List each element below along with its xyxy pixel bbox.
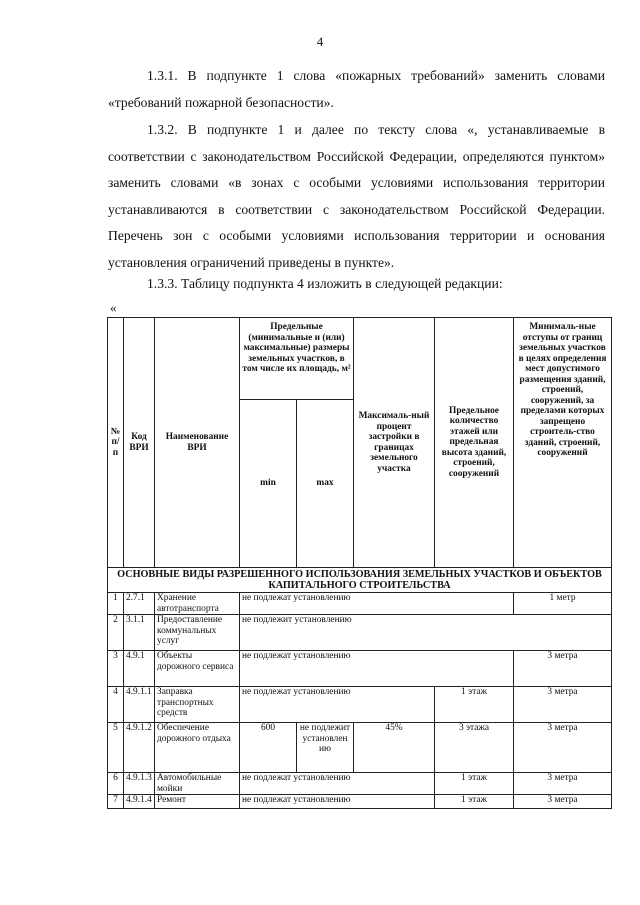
row-code: 4.9.1 [124, 651, 155, 687]
row-setback: 3 метра [514, 723, 612, 773]
page-number: 4 [316, 34, 324, 49]
row-num: 4 [108, 687, 124, 723]
header-sizes-text: Предельные (минимальные и (или) максимальные) размеры земельных участков, в том числе их площадь, м² [242, 322, 351, 374]
row-num: 6 [108, 773, 124, 795]
row-floors: 3 этажа [435, 723, 514, 773]
row-code: 4.9.1.4 [124, 795, 155, 809]
row-code: 3.1.1 [124, 615, 155, 651]
row-name: Обеспечение дорожного отдыха [155, 723, 240, 773]
row-floors: 1 этаж [435, 687, 514, 723]
header-max: max [297, 400, 354, 568]
row-name: Предоставление коммунальных услуг [155, 615, 240, 651]
row-sizes: не подлежит установлению [240, 615, 612, 651]
row-sizes: не подлежат установлению [240, 651, 514, 687]
regulations-table [107, 317, 612, 809]
row-num: 7 [108, 795, 124, 809]
row-sizes: не подлежат установлению [240, 795, 435, 809]
table-row [108, 795, 612, 809]
row-code: 4.9.1.2 [124, 723, 155, 773]
row-percent: 45% [354, 723, 435, 773]
table-row [108, 723, 612, 773]
row-num: 5 [108, 723, 124, 773]
row-name: Хранение автотранспорта [155, 593, 240, 615]
header-setback: Минималь-ные отступы от границ земельных участков в целях определения мест допустимого размещения зданий, строений, сооружений, за пределами которых запрещено строитель-ство зданий, строений, сооружений [514, 318, 612, 568]
table-row [108, 687, 612, 723]
row-setback: 3 метра [514, 773, 612, 795]
row-setback: 3 метра [514, 687, 612, 723]
header-num: № п/ п [108, 318, 124, 568]
row-sizes: не подлежат установлению [240, 773, 435, 795]
table-row [108, 651, 612, 687]
row-num: 3 [108, 651, 124, 687]
row-floors: 1 этаж [435, 795, 514, 809]
paragraph-1-3-1: 1.3.1. В подпункте 1 слова «пожарных требований» заменить словами «требований пожарной безопасности». [108, 68, 605, 110]
row-floors: 1 этаж [435, 773, 514, 795]
row-sizes: не подлежат установлению [240, 687, 435, 723]
paragraph-1-3-2: 1.3.2. В подпункте 1 и далее по тексту слова «, устанавливаемые в соответствии с законодательством Российской Федерации, определяются пунктом» заменить словами «в зонах с особыми условиями использования территории устанавливаются в соответствии с законодательством Российской Федерации. Перечень зон с особыми условиями использования территории и основания установления ограничений приведены в пункте». [108, 122, 605, 270]
table-row [108, 773, 612, 795]
table-row [108, 615, 612, 651]
row-min: 600 [240, 723, 297, 773]
row-name: Ремонт [155, 795, 240, 809]
section-title: ОСНОВНЫЕ ВИДЫ РАЗРЕШЕННОГО ИСПОЛЬЗОВАНИЯ ЗЕМЕЛЬНЫХ УЧАСТКОВ И ОБЪЕКТОВ КАПИТАЛЬНОГО СТРОИТЕЛЬСТВА [108, 568, 612, 593]
row-name: Заправка транспортных средств [155, 687, 240, 723]
row-setback: 3 метра [514, 651, 612, 687]
paragraph-1-3-3: 1.3.3. Таблицу подпункта 4 изложить в следующей редакции: [147, 276, 503, 291]
row-num: 2 [108, 615, 124, 651]
row-code: 4.9.1.1 [124, 687, 155, 723]
header-floors: Предельное количество этажей или предельная высота зданий, строений, сооружений [435, 318, 514, 568]
row-num: 1 [108, 593, 124, 615]
row-name: Автомобильные мойки [155, 773, 240, 795]
row-code: 2.7.1 [124, 593, 155, 615]
row-sizes: не подлежат установлению [240, 593, 514, 615]
row-code: 4.9.1.3 [124, 773, 155, 795]
header-min: min [240, 400, 297, 568]
header-sizes [240, 318, 354, 400]
row-setback: 1 метр [514, 593, 612, 615]
header-name: Наименование ВРИ [155, 318, 240, 568]
row-max: не подлежит установлен ию [297, 723, 354, 773]
table-row [108, 593, 612, 615]
header-percent: Максималь-ный процент застройки в границах земельного участка [354, 318, 435, 568]
open-quote: « [110, 300, 117, 315]
row-setback: 3 метра [514, 795, 612, 809]
row-name: Объекты дорожного сервиса [155, 651, 240, 687]
header-code: Код ВРИ [124, 318, 155, 568]
